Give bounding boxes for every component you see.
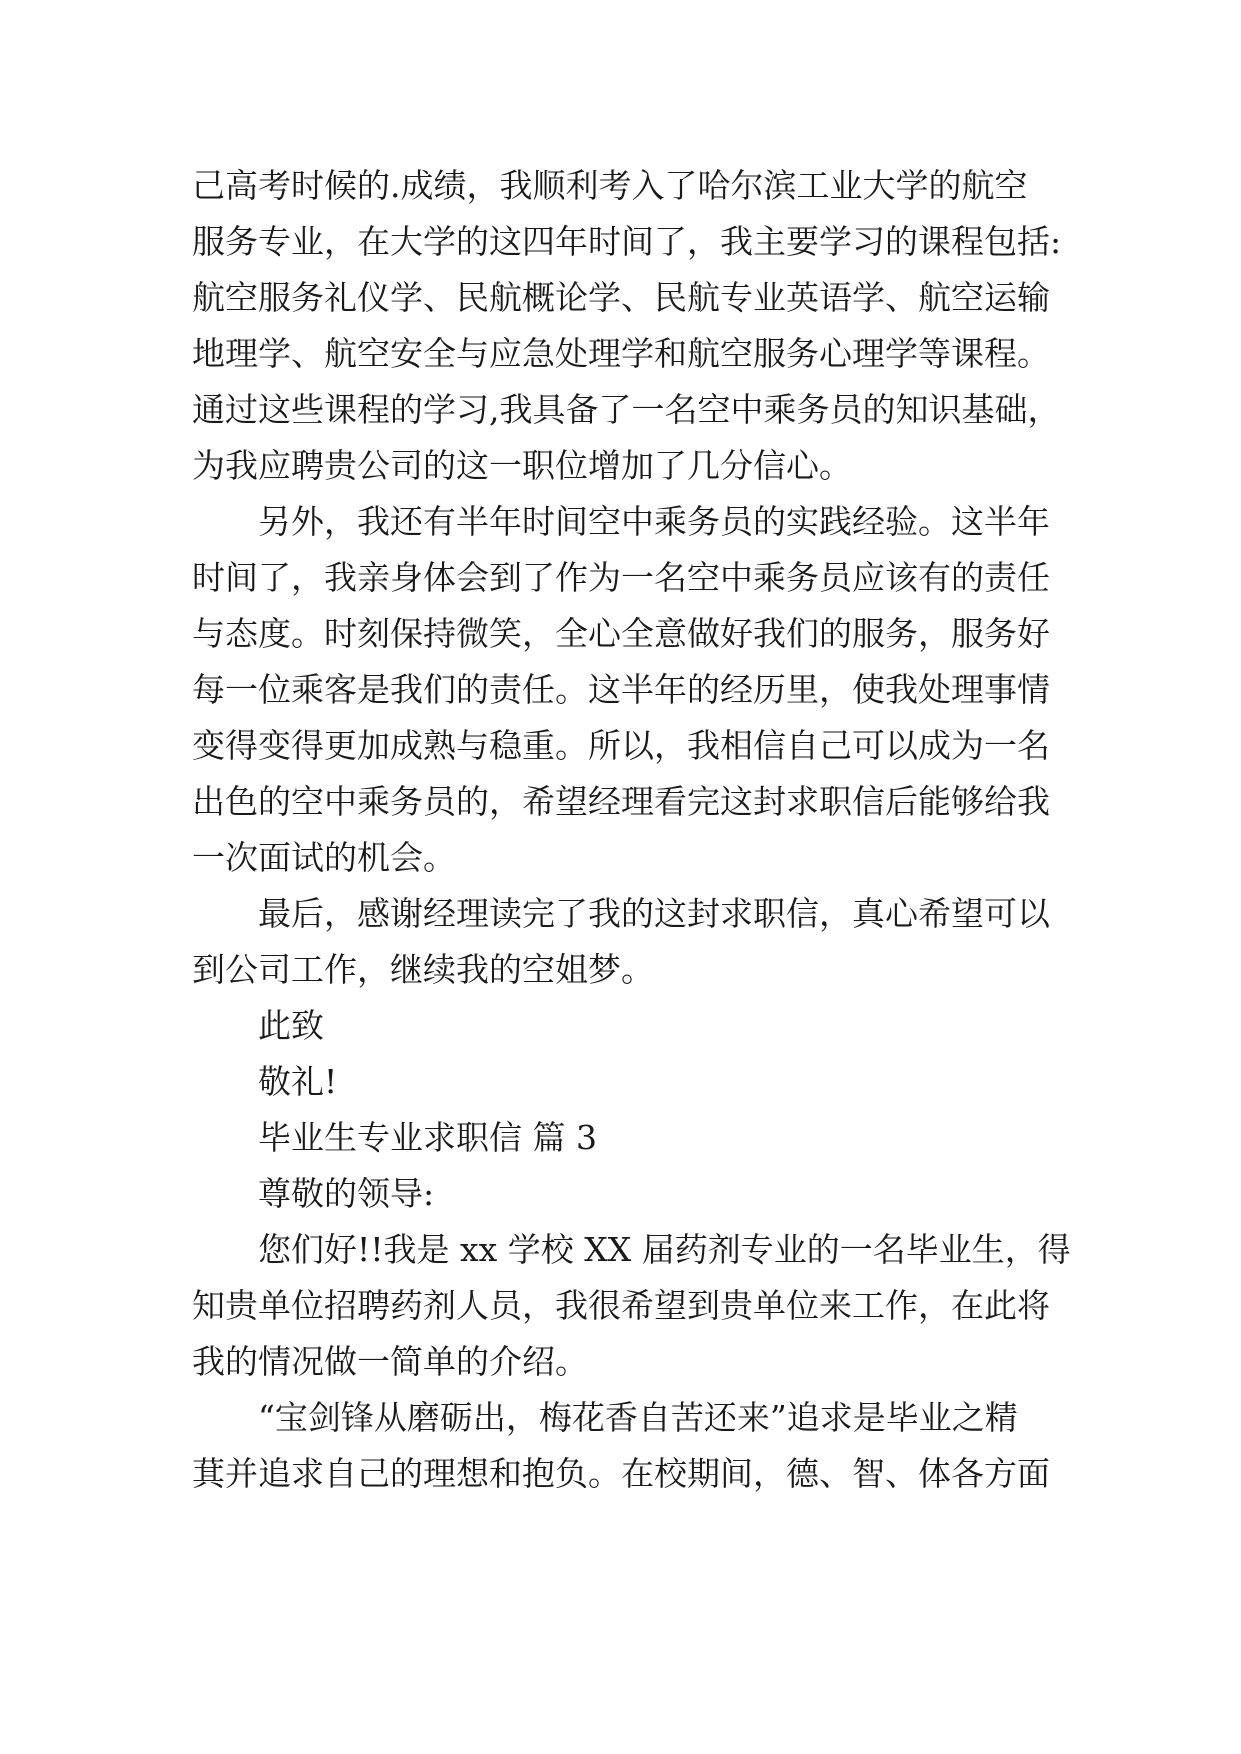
text-line: 与态度。时刻保持微笑，全心全意做好我们的服务，服务好: [192, 614, 1050, 653]
text-line: 我的情况做一简单的介绍。: [192, 1342, 588, 1381]
text-line: 航空服务礼仪学、民航概论学、民航专业英语学、航空运输: [192, 278, 1050, 317]
text-line: 到公司工作，继续我的空姐梦。: [192, 950, 654, 989]
text-line: 出色的空中乘务员的，希望经理看完这封求职信后能够给我: [192, 782, 1050, 821]
text-line: 知贵单位招聘药剂人员，我很希望到贵单位来工作，在此将: [192, 1286, 1050, 1325]
paragraph-start-line: 您们好!!我是 xx 学校 XX 届药剂专业的一名毕业生，得: [258, 1230, 1071, 1269]
text-line: 萁并追求自己的理想和抱负。在校期间，德、智、体各方面: [192, 1454, 1050, 1493]
section-heading: 毕业生专业求职信 篇 3: [258, 1118, 597, 1157]
text-line: 时间了，我亲身体会到了作为一名空中乘务员应该有的责任: [192, 558, 1050, 597]
text-line: 通过这些课程的学习,我具备了一名空中乘务员的知识基础，: [192, 390, 1061, 429]
paragraph-start-line: 最后，感谢经理读完了我的这封求职信，真心希望可以: [258, 894, 1050, 933]
text-line: 每一位乘客是我们的责任。这半年的经历里，使我处理事情: [192, 670, 1050, 709]
text-line: 地理学、航空安全与应急处理学和航空服务心理学等课程。: [192, 334, 1050, 373]
text-line: 一次面试的机会。: [192, 838, 456, 877]
paragraph-start-line: 另外，我还有半年时间空中乘务员的实践经验。这半年: [258, 502, 1050, 541]
text-line: 己高考时候的.成绩，我顺利考入了哈尔滨工业大学的航空: [192, 166, 1028, 205]
document-body: [192, 158, 1072, 1502]
text-line: 服务专业，在大学的这四年时间了，我主要学习的课程包括:: [192, 222, 1062, 261]
salutation-line: 敬礼!: [258, 1062, 338, 1101]
greeting-line: 尊敬的领导:: [258, 1174, 435, 1213]
text-line: 变得变得更加成熟与稳重。所以，我相信自己可以成为一名: [192, 726, 1050, 765]
paragraph-start-line: “宝剑锋从磨砺出，梅花香自苦还来”追求是毕业之精: [258, 1398, 1018, 1437]
text-line: 为我应聘贵公司的这一职位增加了几分信心。: [192, 446, 852, 485]
closing-line: 此致: [258, 1006, 324, 1045]
